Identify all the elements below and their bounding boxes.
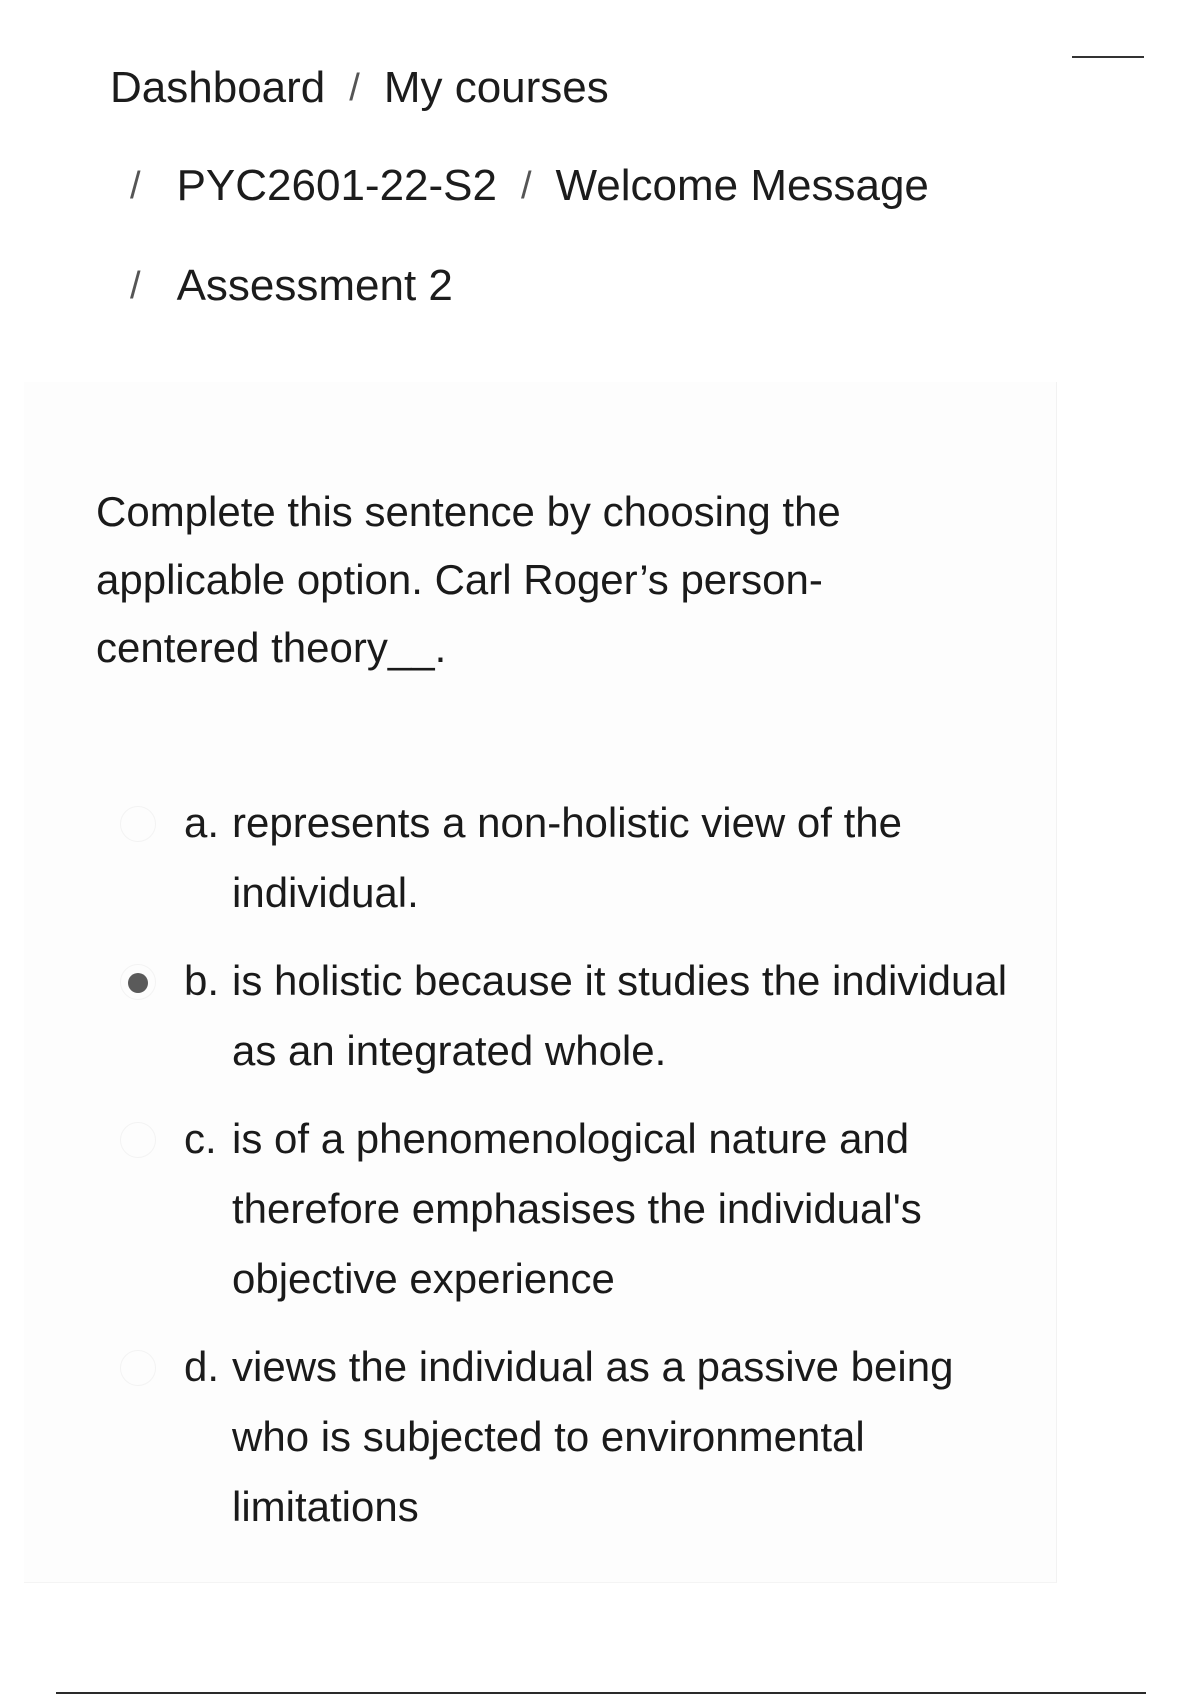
radio-button-d[interactable]: [120, 1350, 156, 1386]
answer-option-a[interactable]: [120, 788, 1040, 928]
option-letter: b.: [184, 957, 220, 1004]
answer-option-b[interactable]: [120, 946, 1040, 1086]
option-text: is of a phenomenological nature and therefore emphasises the individual's objective experience: [232, 1115, 922, 1302]
option-letter: d.: [184, 1343, 220, 1390]
radio-button-a[interactable]: [120, 806, 156, 842]
breadcrumb-course[interactable]: PYC2601-22-S2: [176, 161, 497, 210]
breadcrumb-my-courses[interactable]: My courses: [383, 63, 609, 112]
breadcrumb-separator: /: [130, 265, 141, 307]
radio-button-b[interactable]: [120, 964, 156, 1000]
option-text: represents a non-holistic view of the individual.: [232, 799, 903, 916]
question-card: [24, 382, 1057, 1583]
breadcrumb-row: [130, 260, 453, 312]
answer-options: [120, 788, 1040, 1560]
question-text: Complete this sentence by choosing the applicable option. Carl Roger’s person-centered theory__.: [96, 488, 841, 671]
menu-line-icon[interactable]: [1072, 56, 1144, 58]
breadcrumb-assessment[interactable]: Assessment 2: [176, 261, 453, 310]
breadcrumb-separator: /: [349, 67, 360, 109]
breadcrumb-dashboard[interactable]: Dashboard: [110, 63, 326, 112]
breadcrumb-separator: /: [130, 165, 141, 207]
answer-option-d[interactable]: [120, 1332, 1040, 1542]
breadcrumb-welcome-message[interactable]: Welcome Message: [555, 161, 929, 210]
option-letter: a.: [184, 799, 220, 846]
answer-option-c[interactable]: [120, 1104, 1040, 1314]
option-text: is holistic because it studies the individual as an integrated whole.: [232, 957, 1008, 1074]
option-letter: c.: [184, 1115, 217, 1162]
breadcrumb-row: [110, 62, 609, 114]
bottom-divider: [56, 1692, 1146, 1694]
breadcrumb-row: [130, 160, 929, 212]
option-text: views the individual as a passive being who is subjected to environmental limitations: [232, 1343, 954, 1530]
breadcrumb-separator: /: [520, 165, 532, 207]
radio-button-c[interactable]: [120, 1122, 156, 1158]
